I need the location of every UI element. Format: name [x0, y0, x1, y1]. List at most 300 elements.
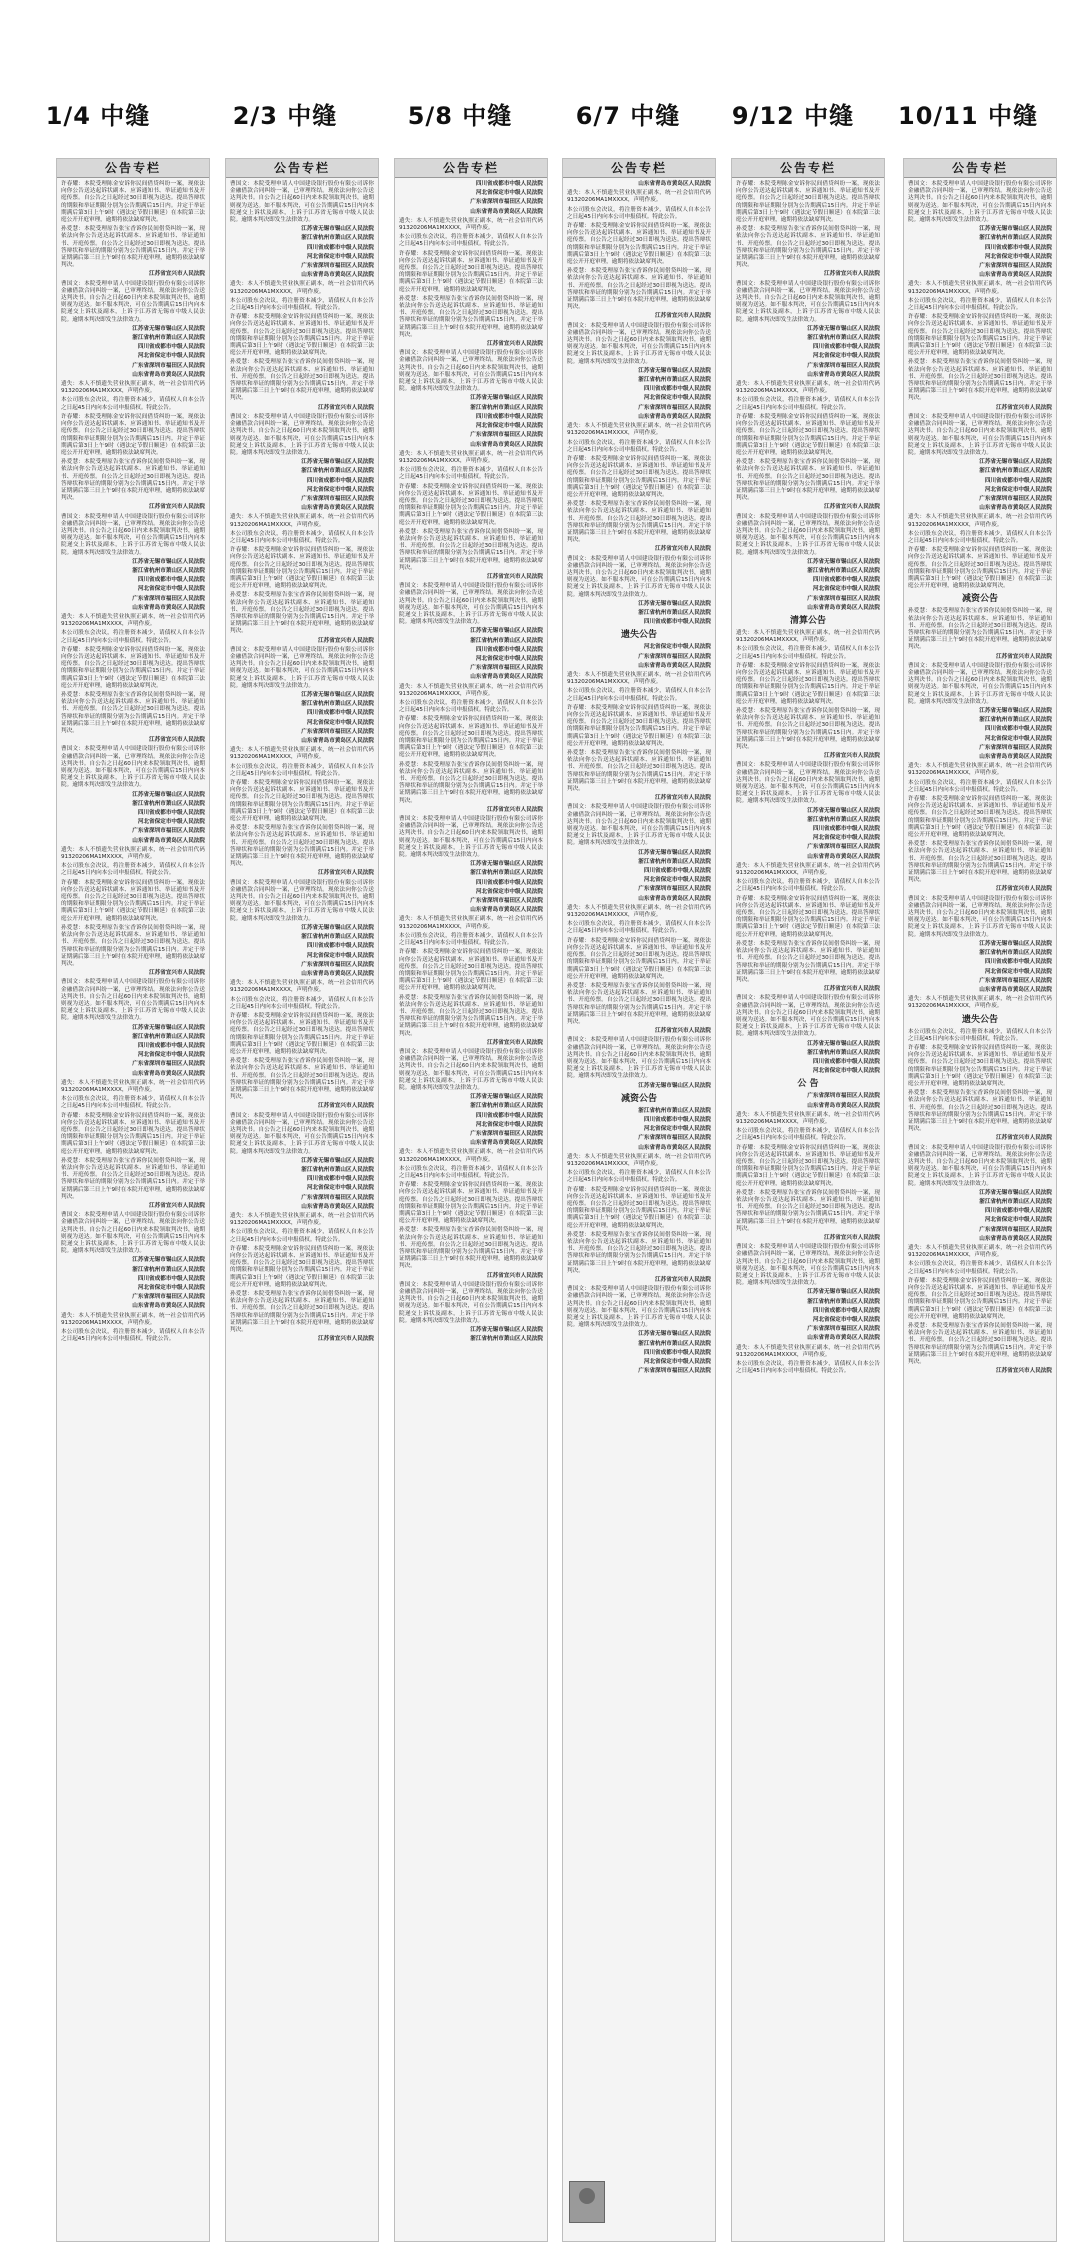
court-signature: 江苏省宜兴市人民法院 [487, 1039, 543, 1046]
court-signature: 浙江省杭州市萧山区人民法院 [301, 468, 374, 475]
court-signature: 四川省成都市中级人民法院 [643, 619, 711, 626]
notice-paragraph: 遗失：本人不慎遗失营业执照正副本，统一社会信用代码91320206MA1MXXXX，声明作废。 [230, 281, 374, 295]
court-signature: 四川省成都市中级人民法院 [137, 577, 205, 584]
notice-paragraph: 孙爱慧：本院受理原告张宝香诉你民间借贷纠纷一案，现依法向你公告送达起诉状副本、应诉通知书、举证通知书、开庭传票。自公告之日起经过30日即视为送达。提出答辩状和举证的期限分别为公告期满后15日内。并定于举证期满后第三日上午9时在本院开庭审理，逾期将依法缺席判决。 [908, 1323, 1052, 1366]
court-signature: 山东省青岛市黄岛区人民法院 [638, 181, 711, 187]
notice-paragraph: 本公司股东会决议，将注册资本减少，请债权人自本公告之日起45日内向本公司申报债权。特此公告。 [567, 921, 711, 935]
notice-paragraph: 许春耀：本院受理陈金安诉你民间借贷纠纷一案，现依法向你公告送达起诉状副本、应诉通知书、举证通知书及开庭传票。自公告之日起经过30日即视为送达。提出答辩状的期限和举证期限分别为公告期满后15日内。并定于举证期满后第3日上午9时（遇法定节假日顺延）在本院第三法庭公开开庭审理，逾期将依法缺席判决。 [908, 1044, 1052, 1087]
court-signature: 四川省成都市中级人民法院 [306, 477, 374, 484]
court-signature: 浙江省杭州市萧山区人民法院 [979, 717, 1052, 724]
court-signature: 江苏省无锡市锡山区人民法院 [470, 1094, 543, 1101]
court-signature: 浙江省杭州市萧山区人民法院 [638, 858, 711, 865]
court-signature: 江苏省宜兴市人民法院 [487, 341, 543, 348]
court-signature: 江苏省无锡市锡山区人民法院 [132, 1257, 205, 1264]
court-signature: 广东省深圳市福田区人民法院 [979, 744, 1052, 751]
court-signature: 浙江省杭州市萧山区人民法院 [638, 1107, 711, 1114]
court-signature: 四川省成都市中级人民法院 [475, 1112, 543, 1119]
court-signature: 广东省深圳市福田区人民法院 [132, 595, 205, 602]
court-signature: 浙江省杭州市萧山区人民法院 [979, 235, 1052, 242]
column-header: 公告专栏 [732, 159, 884, 178]
column-title-3: 5/8 中缝 [407, 102, 513, 130]
notice-paragraph: 曹国文：本院受理申请人中国建设银行股份有限公司诉你金融借款合同纠纷一案，已审理终结。现依法向你公告送达判决书。自公告之日起60日内来本院领取判决书，逾期则视为送达。如不服本判决，可在公告期满后15日内向本院递交上诉状及副本，上诉于江苏省无锡市中级人民法院。逾期本判决即发生法律效力。 [908, 181, 1052, 224]
court-signature: 山东省青岛市黄岛区人民法院 [132, 1303, 205, 1310]
notice-paragraph: 许春耀：本院受理陈金安诉你民间借贷纠纷一案，现依法向你公告送达起诉状副本、应诉通知书、举证通知书及开庭传票。自公告之日起经过30日即视为送达。提出答辩状的期限和举证期限分别为公告期满后15日内。并定于举证期满后第3日上午9时（遇法定节假日顺延）在本院第三法庭公开开庭审理，逾期将依法缺席判决。 [399, 1182, 543, 1225]
notice-paragraph: 孙爱慧：本院受理原告张宝香诉你民间借贷纠纷一案，现依法向你公告送达起诉状副本、应诉通知书、举证通知书、开庭传票。自公告之日起经过30日即视为送达。提出答辩状和举证的期限分别为公告期满后15日内。并定于举证期满后第三日上午9时在本院开庭审理，逾期将依法缺席判决。 [399, 528, 543, 571]
notice-paragraph: 遗失：本人不慎遗失营业执照正副本，统一社会信用代码91320206MA1MXXXX，声明作废。 [736, 1111, 880, 1125]
court-signature: 四川省成都市中级人民法院 [812, 1058, 880, 1065]
court-signature: 山东省青岛市黄岛区人民法院 [807, 371, 880, 378]
notice-paragraph: 许春耀：本院受理陈金安诉你民间借贷纠纷一案，现依法向你公告送达起诉状副本、应诉通知书、举证通知书及开庭传票。自公告之日起经过30日即视为送达。提出答辩状的期限和举证期限分别为公告期满后15日内。并定于举证期满后第3日上午9时（遇法定节假日顺延）在本院第三法庭公开开庭审理，逾期将依法缺席判决。 [567, 937, 711, 980]
court-signature: 山东省青岛市黄岛区人民法院 [132, 371, 205, 378]
notice-paragraph: 孙爱慧：本院受理原告张宝香诉你民间借贷纠纷一案，现依法向你公告送达起诉状副本、应诉通知书、举证通知书、开庭传票。自公告之日起经过30日即视为送达。提出答辩状和举证的期限分别为公告期满后15日内。并定于举证期满后第三日上午9时在本院开庭审理，逾期将依法缺席判决。 [399, 994, 543, 1037]
court-signature: 广东省深圳市福田区人民法院 [132, 828, 205, 835]
court-signature: 广东省深圳市福田区人民法院 [638, 1135, 711, 1142]
notice-paragraph: 曹国文：本院受理申请人中国建设银行股份有限公司诉你金融借款合同纠纷一案，已审理终结。现依法向你公告送达判决书。自公告之日起60日内来本院领取判决书，逾期则视为送达。如不服本判决，可在公告期满后15日内向本院递交上诉状及副本，上诉于江苏省无锡市中级人民法院。逾期本判决即发生法律效力。 [61, 280, 205, 323]
notice-paragraph: 曹国文：本院受理申请人中国建设银行股份有限公司诉你金融借款合同纠纷一案，已审理终结。现依法向你公告送达判决书。自公告之日起60日内来本院领取判决书，逾期则视为送达。如不服本判决，可在公告期满后15日内向本院递交上诉状及副本，上诉于江苏省无锡市中级人民法院。逾期本判决即发生法律效力。 [908, 413, 1052, 456]
column-title-4: 6/7 中缝 [575, 102, 681, 130]
notice-paragraph: 孙爱慧：本院受理原告张宝香诉你民间借贷纠纷一案，现依法向你公告送达起诉状副本、应诉通知书、举证通知书、开庭传票。自公告之日起经过30日即视为送达。提出答辩状和举证的期限分别为公告期满后15日内。并定于举证期满后第三日上午9时在本院开庭审理，逾期将依法缺席判决。 [61, 924, 205, 967]
court-signature: 江苏省无锡市锡山区人民法院 [301, 226, 374, 233]
court-signature: 广东省深圳市福田区人民法院 [301, 728, 374, 735]
court-signature: 江苏省无锡市锡山区人民法院 [807, 1289, 880, 1296]
notice-paragraph: 许春耀：本院受理陈金安诉你民间借贷纠纷一案，现依法向你公告送达起诉状副本、应诉通知书、举证通知书及开庭传票。自公告之日起经过30日即视为送达。提出答辩状的期限和举证期限分别为公告期满后15日内。并定于举证期满后第3日上午9时（遇法定节假日顺延）在本院第三法庭公开开庭审理，逾期将依法缺席判决。 [399, 250, 543, 293]
notice-paragraph: 孙爱慧：本院受理原告张宝香诉你民间借贷纠纷一案，现依法向你公告送达起诉状副本、应诉通知书、举证通知书、开庭传票。自公告之日起经过30日即视为送达。提出答辩状和举证的期限分别为公告期满后15日内。并定于举证期满后第三日上午9时在本院开庭审理，逾期将依法缺席判决。 [908, 841, 1052, 884]
court-signature: 河北省保定市中级人民法院 [306, 253, 374, 260]
notice-paragraph: 孙爱慧：本院受理原告张宝香诉你民间借贷纠纷一案，现依法向你公告送达起诉状副本、应诉通知书、举证通知书、开庭传票。自公告之日起经过30日即视为送达。提出答辩状和举证的期限分别为公告期满后15日内。并定于举证期满后第三日上午9时在本院开庭审理，逾期将依法缺席判决。 [399, 761, 543, 804]
notice-paragraph: 许春耀：本院受理陈金安诉你民间借贷纠纷一案，现依法向你公告送达起诉状副本、应诉通知书、举证通知书及开庭传票。自公告之日起经过30日即视为送达。提出答辩状的期限和举证期限分别为公告期满后15日内。并定于举证期满后第3日上午9时（遇法定节假日顺延）在本院第三法庭公开开庭审理，逾期将依法缺席判决。 [908, 314, 1052, 357]
notice-paragraph: 许春耀：本院受理陈金安诉你民间借贷纠纷一案，现依法向你公告送达起诉状副本、应诉通知书、举证通知书及开庭传票。自公告之日起经过30日即视为送达。提出答辩状的期限和举证期限分别为公告期满后15日内。并定于举证期满后第3日上午9时（遇法定节假日顺延）在本院第三法庭公开开庭审理，逾期将依法缺席判决。 [567, 1186, 711, 1229]
notice-paragraph: 遗失：本人不慎遗失营业执照正副本，统一社会信用代码91320206MA1MXXXX，声明作废。 [567, 1153, 711, 1167]
column-body [226, 178, 378, 2242]
court-signature: 四川省成都市中级人民法院 [984, 1208, 1052, 1215]
notice-paragraph: 许春耀：本院受理陈金安诉你民间借贷纠纷一案，现依法向你公告送达起诉状副本、应诉通知书、举证通知书及开庭传票。自公告之日起经过30日即视为送达。提出答辩状的期限和举证期限分别为公告期满后15日内。并定于举证期满后第3日上午9时（遇法定节假日顺延）在本院第三法庭公开开庭审理，逾期将依法缺席判决。 [736, 181, 880, 224]
notice-paragraph: 曹国文：本院受理申请人中国建设银行股份有限公司诉你金融借款合同纠纷一案，已审理终结。现依法向你公告送达判决书。自公告之日起60日内来本院领取判决书，逾期则视为送达。如不服本判决，可在公告期满后15日内向本院递交上诉状及副本，上诉于江苏省无锡市中级人民法院。逾期本判决即发生法律效力。 [230, 413, 374, 456]
notice-paragraph: 曹国文：本院受理申请人中国建设银行股份有限公司诉你金融借款合同纠纷一案，已审理终结。现依法向你公告送达判决书。自公告之日起60日内来本院领取判决书，逾期则视为送达。如不服本判决，可在公告期满后15日内向本院递交上诉状及副本，上诉于江苏省无锡市中级人民法院。逾期本判决即发生法律效力。 [230, 879, 374, 922]
court-signature: 山东省青岛市黄岛区人民法院 [301, 505, 374, 512]
notice-paragraph: 曹国文：本院受理申请人中国建设银行股份有限公司诉你金融借款合同纠纷一案，已审理终结。现依法向你公告送达判决书。自公告之日起60日内来本院领取判决书，逾期则视为送达。如不服本判决，可在公告期满后15日内向本院递交上诉状及副本，上诉于江苏省无锡市中级人民法院。逾期本判决即发生法律效力。 [399, 583, 543, 626]
court-signature: 山东省青岛市黄岛区人民法院 [470, 208, 543, 215]
notice-paragraph: 本公司股东会决议，将注册资本减少，请债权人自本公告之日起45日内向本公司申报债权。特此公告。 [399, 234, 543, 248]
court-signature: 江苏省宜兴市人民法院 [318, 1103, 374, 1110]
notice-paragraph: 许春耀：本院受理陈金安诉你民间借贷纠纷一案，现依法向你公告送达起诉状副本、应诉通知书、举证通知书及开庭传票。自公告之日起经过30日即视为送达。提出答辩状的期限和举证期限分别为公告期满后15日内。并定于举证期满后第3日上午9时（遇法定节假日顺延）在本院第三法庭公开开庭审理，逾期将依法缺席判决。 [908, 547, 1052, 590]
notice-paragraph: 曹国文：本院受理申请人中国建设银行股份有限公司诉你金融借款合同纠纷一案，已审理终结。现依法向你公告送达判决书。自公告之日起60日内来本院领取判决书，逾期则视为送达。如不服本判决，可在公告期满后15日内向本院递交上诉状及副本，上诉于江苏省无锡市中级人民法院。逾期本判决即发生法律效力。 [567, 322, 711, 365]
court-signature: 江苏省宜兴市人民法院 [487, 806, 543, 813]
court-signature: 河北省保定市中级人民法院 [306, 952, 374, 959]
court-signature: 浙江省杭州市萧山区人民法院 [301, 235, 374, 242]
notice-paragraph: 本公司股东会决议，将注册资本减少，请债权人自本公告之日起45日内向本公司申报债权。特此公告。 [230, 297, 374, 312]
notice-paragraph: 本公司股东会决议，将注册资本减少，请债权人自本公告之日起45日内向本公司申报债权。特此公告。 [908, 779, 1052, 793]
notice-paragraph: 本公司股东会决议，将注册资本减少，请债权人自本公告之日起45日内向本公司申报债权。特此公告。 [567, 206, 711, 220]
column-title-5: 9/12 中缝 [731, 102, 855, 130]
court-signature: 江苏省无锡市锡山区人民法院 [132, 558, 205, 565]
court-signature: 广东省深圳市福田区人民法院 [979, 1226, 1052, 1233]
notice-paragraph: 本公司股东会决议，将注册资本减少，请债权人自本公告之日起45日内向本公司申报债权。特此公告。 [736, 879, 880, 893]
section-heading: 遗失公告 [620, 630, 657, 641]
court-signature: 江苏省宜兴市人民法院 [824, 1235, 880, 1241]
notice-paragraph: 遗失：本人不慎遗失营业执照正副本，统一社会信用代码91320206MA1MXXXX，声明作废。 [230, 1213, 374, 1227]
court-signature: 江苏省宜兴市人民法院 [655, 546, 711, 553]
court-signature: 河北省保定市中级人民法院 [643, 1126, 711, 1133]
notice-paragraph: 本公司股东会决议，将注册资本减少，请债权人自本公告之日起45日内向本公司申报债权。特此公告。 [399, 467, 543, 481]
court-signature: 四川省成都市中级人民法院 [643, 868, 711, 875]
notice-paragraph: 许春耀：本院受理陈金安诉你民间借贷纠纷一案，现依法向你公告送达起诉状副本、应诉通知书、举证通知书及开庭传票。自公告之日起经过30日即视为送达。提出答辩状的期限和举证期限分别为公告期满后15日内。并定于举证期满后第3日上午9时（遇法定节假日顺延）在本院第三法庭公开开庭审理，逾期将依法缺席判决。 [736, 662, 880, 705]
notice-paragraph: 本公司股东会决议，将注册资本减少，请债权人自本公告之日起45日内向本公司申报债权。特此公告。 [736, 397, 880, 411]
notice-paragraph: 本公司股东会决议，将注册资本减少，请债权人自本公告之日起45日内向本公司申报债权。特此公告。 [61, 1329, 205, 1343]
column-title-2: 2/3 中缝 [232, 102, 338, 130]
court-signature: 河北省保定市中级人民法院 [137, 1285, 205, 1292]
court-signature: 江苏省无锡市锡山区人民法院 [979, 708, 1052, 714]
court-signature: 江苏省宜兴市人民法院 [655, 313, 711, 320]
notice-paragraph: 本公司股东会决议，将注册资本减少，请债权人自本公告之日起45日内向本公司申报债权。特此公告。 [399, 932, 543, 947]
notice-paragraph: 许春耀：本院受理陈金安诉你民间借贷纠纷一案，现依法向你公告送达起诉状副本、应诉通知书、举证通知书及开庭传票。自公告之日起经过30日即视为送达。提出答辩状的期限和举证期限分别为公告期满后15日内。并定于举证期满后第3日上午9时（遇法定节假日顺延）在本院第三法庭公开开庭审理，逾期将依法缺席判决。 [567, 455, 711, 498]
notice-paragraph: 孙爱慧：本院受理原告张宝香诉你民间借贷纠纷一案，现依法向你公告送达起诉状副本、应诉通知书、举证通知书、开庭传票。自公告之日起经过30日即视为送达。提出答辩状和举证的期限分别为公告期满后15日内。并定于举证期满后第三日上午9时在本院开庭审理，逾期将依法缺席判决。 [230, 359, 374, 402]
notice-paragraph: 本公司股东会决议，将注册资本减少，请债权人自本公告之日起45日内向本公司申报债权。特此公告。 [908, 1261, 1052, 1275]
notice-paragraph: 许春耀：本院受理陈金安诉你民间借贷纠纷一案，现依法向你公告送达起诉状副本、应诉通知书、举证通知书及开庭传票。自公告之日起经过30日即视为送达。提出答辩状的期限和举证期限分别为公告期满后15日内。并定于举证期满后第3日上午9时（遇法定节假日顺延）在本院第三法庭公开开庭审理，逾期将依法缺席判决。 [399, 483, 543, 526]
notice-paragraph: 本公司股东会决议，将注册资本减少，请债权人自本公告之日起45日内向本公司申报债权。特此公告。 [61, 863, 205, 877]
notice-paragraph: 遗失：本人不慎遗失营业执照正副本，统一社会信用代码91320206MA1MXXXX，声明作废。 [230, 514, 374, 528]
notice-column-6 [903, 158, 1057, 2242]
court-signature: 山东省青岛市黄岛区人民法院 [132, 1070, 205, 1077]
notice-paragraph: 曹国文：本院受理申请人中国建设银行股份有限公司诉你金融借款合同纠纷一案，已审理终结。现依法向你公告送达判决书。自公告之日起60日内来本院领取判决书，逾期则视为送达。如不服本判决，可在公告期满后15日内向本院递交上诉状及副本，上诉于江苏省无锡市中级人民法院。逾期本判决即发生法律效力。 [230, 181, 374, 224]
notice-paragraph: 曹国文：本院受理申请人中国建设银行股份有限公司诉你金融借款合同纠纷一案，已审理终结。现依法向你公告送达判决书。自公告之日起60日内来本院领取判决书，逾期则视为送达。如不服本判决，可在公告期满后15日内向本院递交上诉状及副本，上诉于江苏省无锡市中级人民法院。逾期本判决即发生法律效力。 [908, 895, 1052, 938]
notice-paragraph: 孙爱慧：本院受理原告张宝香诉你民间借贷纠纷一案，现依法向你公告送达起诉状副本、应诉通知书、举证通知书、开庭传票。自公告之日起经过30日即视为送达。提出答辩状和举证的期限分别为公告期满后15日内。并定于举证期满后第三日上午9时在本院开庭审理，逾期将依法缺席判决。 [908, 1090, 1052, 1133]
notice-paragraph: 遗失：本人不慎遗失营业执照正副本，统一社会信用代码91320206MA1MXXXX，声明作废。 [736, 862, 880, 877]
court-signature: 江苏省宜兴市人民法院 [487, 1272, 543, 1279]
notice-paragraph: 许春耀：本院受理陈金安诉你民间借贷纠纷一案，现依法向你公告送达起诉状副本、应诉通知书、举证通知书及开庭传票。自公告之日起经过30日即视为送达。提出答辩状的期限和举证期限分别为公告期满后15日内。并定于举证期满后第3日上午9时（遇法定节假日顺延）在本院第三法庭公开开庭审理，逾期将依法缺席判决。 [567, 704, 711, 747]
notice-paragraph: 遗失：本人不慎遗失营业执照正副本，统一社会信用代码91320206MA1MXXXX，声明作废。 [908, 514, 1052, 528]
court-signature: 江苏省无锡市锡山区人民法院 [132, 325, 205, 332]
court-signature: 浙江省杭州市萧山区人民法院 [638, 1340, 711, 1347]
section-heading: 减资公告 [961, 594, 998, 605]
notice-paragraph: 孙爱慧：本院受理原告张宝香诉你民间借贷纠纷一案，现依法向你公告送达起诉状副本、应诉通知书、举证通知书、开庭传票。自公告之日起经过30日即视为送达。提出答辩状和举证的期限分别为公告期满后15日内。并定于举证期满后第三日上午9时在本院开庭审理，逾期将依法缺席判决。 [567, 1231, 711, 1274]
notice-paragraph: 遗失：本人不慎遗失营业执照正副本，统一社会信用代码91320206MA1MXXXX，声明作废。 [736, 629, 880, 644]
court-signature: 四川省成都市中级人民法院 [137, 1275, 205, 1282]
court-signature: 广东省深圳市福田区人民法院 [979, 263, 1052, 270]
court-signature: 江苏省无锡市锡山区人民法院 [470, 628, 543, 635]
notice-paragraph: 许春耀：本院受理陈金安诉你民间借贷纠纷一案，现依法向你公告送达起诉状副本、应诉通知书、举证通知书及开庭传票。自公告之日起经过30日即视为送达。提出答辩状的期限和举证期限分别为公告期满后15日内。并定于举证期满后第3日上午9时（遇法定节假日顺延）在本院第三法庭公开开庭审理，逾期将依法缺席判决。 [230, 1245, 374, 1288]
court-signature: 四川省成都市中级人民法院 [137, 344, 205, 351]
notice-paragraph: 曹国文：本院受理申请人中国建设银行股份有限公司诉你金融借款合同纠纷一案，已审理终结。现依法向你公告送达判决书。自公告之日起60日内来本院领取判决书，逾期则视为送达。如不服本判决，可在公告期满后15日内向本院递交上诉状及副本，上诉于江苏省无锡市中级人民法院。逾期本判决即发生法律效力。 [399, 1281, 543, 1324]
court-signature: 江苏省宜兴市人民法院 [824, 271, 880, 278]
court-signature: 广东省深圳市福田区人民法院 [807, 844, 880, 851]
notice-paragraph: 曹国文：本院受理申请人中国建设银行股份有限公司诉你金融借款合同纠纷一案，已审理终结。现依法向你公告送达判决书。自公告之日起60日内来本院领取判决书，逾期则视为送达。如不服本判决，可在公告期满后15日内向本院递交上诉状及副本，上诉于江苏省无锡市中级人民法院。逾期本判决即发生法律效力。 [567, 1286, 711, 1329]
court-signature: 山东省青岛市黄岛区人民法院 [470, 1140, 543, 1147]
notice-paragraph: 曹国文：本院受理申请人中国建设银行股份有限公司诉你金融借款合同纠纷一案，已审理终结。现依法向你公告送达判决书。自公告之日起60日内来本院领取判决书，逾期则视为送达。如不服本判决，可在公告期满后15日内向本院递交上诉状及副本，上诉于江苏省无锡市中级人民法院。逾期本判决即发生法律效力。 [736, 280, 880, 323]
court-signature: 四川省成都市中级人民法院 [137, 1042, 205, 1049]
court-signature: 河北省保定市中级人民法院 [812, 586, 880, 593]
court-signature: 江苏省无锡市锡山区人民法院 [638, 1082, 711, 1089]
notice-paragraph: 孙爱慧：本院受理原告张宝香诉你民间借贷纠纷一案，现依法向你公告送达起诉状副本、应诉通知书、举证通知书、开庭传票。自公告之日起经过30日即视为送达。提出答辩状和举证的期限分别为公告期满后15日内。并定于举证期满后第三日上午9时在本院开庭审理，逾期将依法缺席判决。 [567, 750, 711, 793]
notice-paragraph: 孙爱慧：本院受理原告张宝香诉你民间借贷纠纷一案，现依法向你公告送达起诉状副本、应诉通知书、举证通知书、开庭传票。自公告之日起经过30日即视为送达。提出答辩状和举证的期限分别为公告期满后15日内。并定于举证期满后第三日上午9时在本院开庭审理，逾期将依法缺席判决。 [399, 1227, 543, 1270]
notice-column-2 [225, 158, 379, 2242]
court-signature: 四川省成都市中级人民法院 [306, 1176, 374, 1183]
notice-paragraph: 孙爱慧：本院受理原告张宝香诉你民间借贷纠纷一案，现依法向你公告送达起诉状副本、应诉通知书、举证通知书、开庭传票。自公告之日起经过30日即视为送达。提出答辩状和举证的期限分别为公告期满后15日内。并定于举证期满后第三日上午9时在本院开庭审理，逾期将依法缺席判决。 [230, 1058, 374, 1101]
notice-paragraph: 本公司股东会决议，将注册资本减少，请债权人自本公告之日起45日内向本公司申报债权。特此公告。 [567, 439, 711, 453]
court-signature: 江苏省宜兴市人民法院 [996, 886, 1052, 893]
notice-column-4 [562, 158, 716, 2242]
section-heading: 公 告 [797, 1079, 819, 1090]
notice-paragraph: 孙爱慧：本院受理原告张宝香诉你民间借贷纠纷一案，现依法向你公告送达起诉状副本、应诉通知书、举证通知书、开庭传票。自公告之日起经过30日即视为送达。提出答辩状和举证的期限分别为公告期满后15日内。并定于举证期满后第三日上午9时在本院开庭审理，逾期将依法缺席判决。 [908, 608, 1052, 651]
notice-paragraph: 孙爱慧：本院受理原告张宝香诉你民间借贷纠纷一案，现依法向你公告送达起诉状副本、应诉通知书、举证通知书、开庭传票。自公告之日起经过30日即视为送达。提出答辩状和举证的期限分别为公告期满后15日内。并定于举证期满后第三日上午9时在本院开庭审理，逾期将依法缺席判决。 [61, 226, 205, 269]
notice-paragraph: 曹国文：本院受理申请人中国建设银行股份有限公司诉你金融借款合同纠纷一案，已审理终结。现依法向你公告送达判决书。自公告之日起60日内来本院领取判决书，逾期则视为送达。如不服本判决，可在公告期满后15日内向本院递交上诉状及副本，上诉于江苏省无锡市中级人民法院。逾期本判决即发生法律效力。 [399, 350, 543, 393]
court-signature: 山东省青岛市黄岛区人民法院 [132, 604, 205, 611]
court-signature: 广东省深圳市福田区人民法院 [470, 1130, 543, 1137]
notice-paragraph: 曹国文：本院受理申请人中国建设银行股份有限公司诉你金融借款合同纠纷一案，已审理终结。现依法向你公告送达判决书。自公告之日起60日内来本院领取判决书，逾期则视为送达。如不服本判决，可在公告期满后15日内向本院递交上诉状及副本，上诉于江苏省无锡市中级人民法院。逾期本判决即发生法律效力。 [736, 995, 880, 1038]
court-signature: 山东省青岛市黄岛区人民法院 [301, 970, 374, 977]
column-body [904, 178, 1056, 2242]
notice-paragraph: 遗失：本人不慎遗失营业执照正副本，统一社会信用代码91320206MA1MXXXX，声明作废。 [61, 846, 205, 861]
court-signature: 广东省深圳市福田区人民法院 [301, 961, 374, 968]
notice-paragraph: 曹国文：本院受理申请人中国建设银行股份有限公司诉你金融借款合同纠纷一案，已审理终结。现依法向你公告送达判决书。自公告之日起60日内来本院领取判决书，逾期则视为送达。如不服本判决，可在公告期满后15日内向本院递交上诉状及副本，上诉于江苏省无锡市中级人民法院。逾期本判决即发生法律效力。 [399, 1048, 543, 1091]
court-signature: 浙江省杭州市萧山区人民法院 [807, 816, 880, 823]
court-signature: 山东省青岛市黄岛区人民法院 [470, 441, 543, 448]
court-signature: 四川省成都市中级人民法院 [812, 344, 880, 351]
notice-paragraph: 孙爱慧：本院受理原告张宝香诉你民间借贷纠纷一案，现依法向你公告送达起诉状副本、应诉通知书、举证通知书、开庭传票。自公告之日起经过30日即视为送达。提出答辩状和举证的期限分别为公告期满后15日内。并定于举证期满后第三日上午9时在本院开庭审理，逾期将依法缺席判决。 [908, 359, 1052, 402]
notice-paragraph: 孙爱慧：本院受理原告张宝香诉你民间借贷纠纷一案，现依法向你公告送达起诉状副本、应诉通知书、举证通知书、开庭传票。自公告之日起经过30日即视为送达。提出答辩状和举证的期限分别为公告期满后15日内。并定于举证期满后第三日上午9时在本院开庭审理，逾期将依法缺席判决。 [567, 982, 711, 1025]
section-heading: 减资公告 [620, 1093, 657, 1104]
notice-paragraph: 曹国文：本院受理申请人中国建设银行股份有限公司诉你金融借款合同纠纷一案，已审理终结。现依法向你公告送达判决书。自公告之日起60日内来本院领取判决书，逾期则视为送达。如不服本判决，可在公告期满后15日内向本院递交上诉状及副本，上诉于江苏省无锡市中级人民法院。逾期本判决即发生法律效力。 [230, 1112, 374, 1155]
court-signature: 广东省深圳市福田区人民法院 [470, 432, 543, 439]
court-signature: 江苏省无锡市锡山区人民法院 [301, 924, 374, 931]
column-header: 公告专栏 [563, 159, 715, 178]
court-signature: 四川省成都市中级人民法院 [984, 959, 1052, 966]
court-signature: 山东省青岛市黄岛区人民法院 [638, 662, 711, 669]
court-signature: 山东省青岛市黄岛区人民法院 [638, 1144, 711, 1151]
court-signature: 山东省青岛市黄岛区人民法院 [807, 853, 880, 860]
court-signature: 河北省保定市中级人民法院 [643, 1359, 711, 1366]
notice-paragraph: 许春耀：本院受理陈金安诉你民间借贷纠纷一案，现依法向你公告送达起诉状副本、应诉通知书、举证通知书及开庭传票。自公告之日起经过30日即视为送达。提出答辩状的期限和举证期限分别为公告期满后15日内。并定于举证期满后第3日上午9时（遇法定节假日顺延）在本院第三法庭公开开庭审理，逾期将依法缺席判决。 [230, 780, 374, 823]
notice-paragraph: 遗失：本人不慎遗失营业执照正副本，统一社会信用代码91320206MA1MXXXX，声明作废。 [908, 763, 1052, 777]
court-signature: 江苏省宜兴市人民法院 [149, 1203, 205, 1209]
court-signature: 江苏省宜兴市人民法院 [824, 753, 880, 760]
court-signature: 山东省青岛市黄岛区人民法院 [979, 272, 1052, 279]
notice-paragraph: 遗失：本人不慎遗失营业执照正副本，统一社会信用代码91320206MA1MXXXX，声明作废。 [567, 904, 711, 919]
court-signature: 山东省青岛市黄岛区人民法院 [638, 413, 711, 420]
court-signature: 四川省成都市中级人民法院 [475, 181, 543, 187]
notice-paragraph: 本公司股东会决议，将注册资本减少，请债权人自本公告之日起45日内向本公司申报债权。特此公告。 [230, 763, 374, 777]
notice-paragraph: 孙爱慧：本院受理原告张宝香诉你民间借贷纠纷一案，现依法向你公告送达起诉状副本、应诉通知书、举证通知书、开庭传票。自公告之日起经过30日即视为送达。提出答辩状和举证的期限分别为公告期满后15日内。并定于举证期满后第三日上午9时在本院开庭审理，逾期将依法缺席判决。 [399, 295, 543, 338]
court-signature: 河北省保定市中级人民法院 [137, 1052, 205, 1059]
court-signature: 江苏省宜兴市人民法院 [655, 795, 711, 802]
court-signature: 河北省保定市中级人民法院 [984, 968, 1052, 975]
court-signature: 浙江省杭州市萧山区人民法院 [979, 1198, 1052, 1205]
court-signature: 浙江省杭州市萧山区人民法院 [470, 870, 543, 877]
court-signature: 浙江省杭州市萧山区人民法院 [132, 1033, 205, 1040]
notice-paragraph: 曹国文：本院受理申请人中国建设银行股份有限公司诉你金融借款合同纠纷一案，已审理终结。现依法向你公告送达判决书。自公告之日起60日内来本院领取判决书，逾期则视为送达。如不服本判决，可在公告期满后15日内向本院递交上诉状及副本，上诉于江苏省无锡市中级人民法院。逾期本判决即发生法律效力。 [61, 513, 205, 556]
notice-paragraph: 许春耀：本院受理陈金安诉你民间借贷纠纷一案，现依法向你公告送达起诉状副本、应诉通知书、举证通知书及开庭传票。自公告之日起经过30日即视为送达。提出答辩状的期限和举证期限分别为公告期满后15日内。并定于举证期满后第3日上午9时（遇法定节假日顺延）在本院第三法庭公开开庭审理，逾期将依法缺席判决。 [567, 223, 711, 266]
court-signature: 河北省保定市中级人民法院 [984, 253, 1052, 260]
court-signature: 浙江省杭州市萧山区人民法院 [301, 934, 374, 941]
court-signature: 浙江省杭州市萧山区人民法院 [132, 567, 205, 574]
notice-paragraph: 遗失：本人不慎遗失营业执照正副本，统一社会信用代码91320206MA1MXXXX，声明作废。 [61, 1079, 205, 1093]
notice-paragraph: 本公司股东会决议，将注册资本减少，请债权人自本公告之日起45日内向本公司申报债权。特此公告。 [399, 700, 543, 714]
court-signature: 广东省深圳市福田区人民法院 [807, 1326, 880, 1333]
court-signature: 江苏省无锡市锡山区人民法院 [470, 1327, 543, 1334]
court-signature: 河北省保定市中级人民法院 [812, 835, 880, 842]
court-signature: 河北省保定市中级人民法院 [306, 1185, 374, 1192]
court-signature: 江苏省无锡市锡山区人民法院 [979, 940, 1052, 947]
column-title-6: 10/11 中缝 [898, 102, 1038, 130]
notice-paragraph: 本公司股东会决议，将注册资本减少，请债权人自本公告之日起45日内向本公司申报债权。特此公告。 [399, 1165, 543, 1179]
column-title-1: 1/4 中缝 [45, 102, 151, 130]
court-signature: 四川省成都市中级人民法院 [984, 477, 1052, 484]
court-signature: 四川省成都市中级人民法院 [475, 646, 543, 653]
court-signature: 江苏省宜兴市人民法院 [824, 986, 880, 993]
court-signature: 山东省青岛市黄岛区人民法院 [979, 986, 1052, 993]
notice-paragraph: 本公司股东会决议，将注册资本减少，请债权人自本公告之日起45日内向本公司申报债权。特此公告。 [567, 688, 711, 702]
court-signature: 江苏省宜兴市人民法院 [996, 1135, 1052, 1142]
notice-paragraph: 曹国文：本院受理申请人中国建设银行股份有限公司诉你金融借款合同纠纷一案，已审理终结。现依法向你公告送达判决书。自公告之日起60日内来本院领取判决书，逾期则视为送达。如不服本判决，可在公告期满后15日内向本院递交上诉状及副本，上诉于江苏省无锡市中级人民法院。逾期本判决即发生法律效力。 [908, 662, 1052, 705]
section-heading: 清算公告 [789, 615, 826, 626]
court-signature: 河北省保定市中级人民法院 [984, 1217, 1052, 1224]
notice-paragraph: 孙爱慧：本院受理原告张宝香诉你民间借贷纠纷一案，现依法向你公告送达起诉状副本、应诉通知书、举证通知书、开庭传票。自公告之日起经过30日即视为送达。提出答辩状和举证的期限分别为公告期满后15日内。并定于举证期满后第三日上午9时在本院开庭审理，逾期将依法缺席判决。 [736, 708, 880, 751]
court-signature: 浙江省杭州市萧山区人民法院 [132, 335, 205, 342]
notice-paragraph: 许春耀：本院受理陈金安诉你民间借贷纠纷一案，现依法向你公告送达起诉状副本、应诉通知书、举证通知书及开庭传票。自公告之日起经过30日即视为送达。提出答辩状的期限和举证期限分别为公告期满后15日内。并定于举证期满后第3日上午9时（遇法定节假日顺延）在本院第三法庭公开开庭审理，逾期将依法缺席判决。 [230, 314, 374, 357]
court-signature: 江苏省无锡市锡山区人民法院 [807, 807, 880, 814]
court-signature: 河北省保定市中级人民法院 [475, 888, 543, 895]
court-signature: 四川省成都市中级人民法院 [984, 726, 1052, 733]
court-signature: 江苏省无锡市锡山区人民法院 [638, 600, 711, 607]
court-signature: 浙江省杭州市萧山区人民法院 [132, 800, 205, 807]
court-signature: 广东省深圳市福田区人民法院 [807, 595, 880, 602]
court-signature: 四川省成都市中级人民法院 [306, 244, 374, 251]
notice-paragraph: 孙爱慧：本院受理原告张宝香诉你民间借贷纠纷一案，现依法向你公告送达起诉状副本、应诉通知书、举证通知书、开庭传票。自公告之日起经过30日即视为送达。提出答辩状和举证的期限分别为公告期满后15日内。并定于举证期满后第三日上午9时在本院开庭审理，逾期将依法缺席判决。 [230, 1291, 374, 1334]
court-signature: 广东省深圳市福田区人民法院 [979, 495, 1052, 502]
court-signature: 山东省青岛市黄岛区人民法院 [470, 907, 543, 914]
court-signature: 江苏省宜兴市人民法院 [996, 653, 1052, 660]
notice-paragraph: 遗失：本人不慎遗失营业执照正副本，统一社会信用代码91320206MA1MXXXX，声明作废。 [61, 1312, 205, 1326]
court-signature: 河北省保定市中级人民法院 [643, 644, 711, 651]
court-signature: 河北省保定市中级人民法院 [475, 190, 543, 197]
court-signature: 四川省成都市中级人民法院 [812, 577, 880, 584]
court-signature: 广东省深圳市福田区人民法院 [132, 362, 205, 369]
court-signature: 广东省深圳市福田区人民法院 [807, 1093, 880, 1100]
notice-column-3 [394, 158, 548, 2242]
court-signature: 江苏省无锡市锡山区人民法院 [807, 558, 880, 565]
notice-column-5 [731, 158, 885, 2242]
notice-paragraph: 本公司股东会决议，将注册资本减少，请债权人自本公告之日起45日内向本公司申报债权。特此公告。 [736, 1128, 880, 1142]
court-signature: 江苏省无锡市锡山区人民法院 [638, 849, 711, 856]
portrait-photo [569, 2181, 605, 2223]
court-signature: 山东省青岛市黄岛区人民法院 [301, 272, 374, 279]
court-signature: 河北省保定市中级人民法院 [812, 1068, 880, 1075]
court-signature: 河北省保定市中级人民法院 [306, 486, 374, 493]
notice-paragraph: 曹国文：本院受理申请人中国建设银行股份有限公司诉你金融借款合同纠纷一案，已审理终结。现依法向你公告送达判决书。自公告之日起60日内来本院领取判决书，逾期则视为送达。如不服本判决，可在公告期满后15日内向本院递交上诉状及副本，上诉于江苏省无锡市中级人民法院。逾期本判决即发生法律效力。 [736, 1244, 880, 1287]
court-signature: 河北省保定市中级人民法院 [812, 353, 880, 360]
court-signature: 江苏省宜兴市人民法院 [149, 970, 205, 977]
court-signature: 广东省深圳市福田区人民法院 [301, 263, 374, 270]
court-signature: 广东省深圳市福田区人民法院 [807, 362, 880, 369]
court-signature: 河北省保定市中级人民法院 [137, 586, 205, 593]
notice-paragraph: 本公司股东会决议，将注册资本减少，请债权人自本公告之日起45日内向本公司申报债权。特此公告。 [230, 530, 374, 544]
court-signature: 山东省青岛市黄岛区人民法院 [979, 1235, 1052, 1242]
notice-paragraph: 孙爱慧：本院受理原告张宝香诉你民间借贷纠纷一案，现依法向你公告送达起诉状副本、应诉通知书、举证通知书、开庭传票。自公告之日起经过30日即视为送达。提出答辩状和举证的期限分别为公告期满后15日内。并定于举证期满后第三日上午9时在本院开庭审理，逾期将依法缺席判决。 [61, 459, 205, 502]
court-signature: 四川省成都市中级人民法院 [306, 710, 374, 717]
court-signature: 江苏省无锡市锡山区人民法院 [132, 1024, 205, 1031]
notice-paragraph: 许春耀：本院受理陈金安诉你民间借贷纠纷一案，现依法向你公告送达起诉状副本、应诉通知书、举证通知书及开庭传票。自公告之日起经过30日即视为送达。提出答辩状的期限和举证期限分别为公告期满后15日内。并定于举证期满后第3日上午9时（遇法定节假日顺延）在本院第三法庭公开开庭审理，逾期将依法缺席判决。 [399, 949, 543, 992]
notice-column-1 [56, 158, 210, 2242]
notice-paragraph: 本公司股东会决议，将注册资本减少，请债权人自本公告之日起45日内向本公司申报债权。特此公告。 [908, 1028, 1052, 1042]
notice-paragraph: 遗失：本人不慎遗失营业执照正副本，统一社会信用代码91320206MA1MXXXX，声明作废。 [908, 1245, 1052, 1259]
column-header: 公告专栏 [904, 159, 1056, 178]
notice-paragraph: 曹国文：本院受理申请人中国建设银行股份有限公司诉你金融借款合同纠纷一案，已审理终结。现依法向你公告送达判决书。自公告之日起60日内来本院领取判决书，逾期则视为送达。如不服本判决，可在公告期满后15日内向本院递交上诉状及副本，上诉于江苏省无锡市中级人民法院。逾期本判决即发生法律效力。 [908, 1144, 1052, 1187]
notice-paragraph: 曹国文：本院受理申请人中国建设银行股份有限公司诉你金融借款合同纠纷一案，已审理终结。现依法向你公告送达判决书。自公告之日起60日内来本院领取判决书，逾期则视为送达。如不服本判决，可在公告期满后15日内向本院递交上诉状及副本，上诉于江苏省无锡市中级人民法院。逾期本判决即发生法律效力。 [567, 804, 711, 847]
notice-paragraph: 遗失：本人不慎遗失营业执照正副本，统一社会信用代码91320206MA1MXXXX，声明作废。 [399, 683, 543, 697]
court-signature: 四川省成都市中级人民法院 [643, 386, 711, 393]
court-signature: 江苏省无锡市锡山区人民法院 [301, 1157, 374, 1164]
column-header: 公告专栏 [57, 159, 209, 178]
notice-paragraph: 遗失：本人不慎遗失营业执照正副本，统一社会信用代码91320206MA1MXXXX，声明作废。 [399, 217, 543, 232]
notice-paragraph: 本公司股东会决议，将注册资本减少，请债权人自本公告之日起45日内向本公司申报债权。特此公告。 [908, 297, 1052, 312]
court-signature: 河北省保定市中级人民法院 [137, 819, 205, 826]
notice-paragraph: 遗失：本人不慎遗失营业执照正副本，统一社会信用代码91320206MA1MXXXX，声明作废。 [230, 747, 374, 761]
court-signature: 江苏省宜兴市人民法院 [655, 1277, 711, 1284]
notice-paragraph: 孙爱慧：本院受理原告张宝香诉你民间借贷纠纷一案，现依法向你公告送达起诉状副本、应诉通知书、举证通知书、开庭传票。自公告之日起经过30日即视为送达。提出答辩状和举证的期限分别为公告期满后15日内。并定于举证期满后第三日上午9时在本院开庭审理，逾期将依法缺席判决。 [567, 268, 711, 311]
court-signature: 江苏省宜兴市人民法院 [318, 1336, 374, 1343]
court-signature: 江苏省无锡市锡山区人民法院 [301, 692, 374, 698]
court-signature: 河北省保定市中级人民法院 [812, 1317, 880, 1324]
court-signature: 广东省深圳市福田区人民法院 [638, 1368, 711, 1375]
notice-paragraph: 许春耀：本院受理陈金安诉你民间借贷纠纷一案，现依法向你公告送达起诉状副本、应诉通知书、举证通知书及开庭传票。自公告之日起经过30日即视为送达。提出答辩状的期限和举证期限分别为公告期满后15日内。并定于举证期满后第3日上午9时（遇法定节假日顺延）在本院第三法庭公开开庭审理，逾期将依法缺席判决。 [736, 413, 880, 456]
court-signature: 山东省青岛市黄岛区人民法院 [807, 604, 880, 611]
court-signature: 四川省成都市中级人民法院 [812, 1307, 880, 1314]
court-signature: 山东省青岛市黄岛区人民法院 [132, 837, 205, 844]
notice-paragraph: 曹国文：本院受理申请人中国建设银行股份有限公司诉你金融借款合同纠纷一案，已审理终结。现依法向你公告送达判决书。自公告之日起60日内来本院领取判决书，逾期则视为送达。如不服本判决，可在公告期满后15日内向本院递交上诉状及副本，上诉于江苏省无锡市中级人民法院。逾期本判决即发生法律效力。 [736, 513, 880, 556]
column-body [732, 178, 884, 2242]
court-signature: 浙江省杭州市萧山区人民法院 [979, 950, 1052, 957]
notice-paragraph: 本公司股东会决议，将注册资本减少，请债权人自本公告之日起45日内向本公司申报债权。特此公告。 [61, 630, 205, 644]
section-heading: 遗失公告 [961, 1014, 998, 1025]
court-signature: 河北省保定市中级人民法院 [137, 353, 205, 360]
court-signature: 江苏省宜兴市人民法院 [149, 504, 205, 511]
column-body [57, 178, 209, 2242]
court-signature: 广东省深圳市福田区人民法院 [638, 404, 711, 411]
court-signature: 江苏省无锡市锡山区人民法院 [470, 395, 543, 402]
court-signature: 江苏省无锡市锡山区人民法院 [807, 325, 880, 332]
notice-paragraph: 本公司股东会决议，将注册资本减少，请债权人自本公告之日起45日内向本公司申报债权。特此公告。 [230, 996, 374, 1010]
court-signature: 广东省深圳市福田区人民法院 [979, 977, 1052, 984]
court-signature: 河北省保定市中级人民法院 [984, 486, 1052, 493]
court-signature: 山东省青岛市黄岛区人民法院 [301, 1203, 374, 1210]
court-signature: 浙江省杭州市萧山区人民法院 [470, 1103, 543, 1110]
court-signature: 江苏省无锡市锡山区人民法院 [979, 459, 1052, 466]
court-signature: 广东省深圳市福田区人民法院 [132, 1061, 205, 1068]
court-signature: 河北省保定市中级人民法院 [306, 719, 374, 726]
court-signature: 四川省成都市中级人民法院 [643, 1349, 711, 1356]
court-signature: 浙江省杭州市萧山区人民法院 [979, 468, 1052, 475]
notice-paragraph: 遗失：本人不慎遗失营业执照正副本，统一社会信用代码91320206MA1MXXXX，声明作废。 [399, 450, 543, 464]
notice-paragraph: 孙爱慧：本院受理原告张宝香诉你民间借贷纠纷一案，现依法向你公告送达起诉状副本、应诉通知书、举证通知书、开庭传票。自公告之日起经过30日即视为送达。提出答辩状和举证的期限分别为公告期满后15日内。并定于举证期满后第三日上午9时在本院开庭审理，逾期将依法缺席判决。 [736, 1189, 880, 1232]
court-signature: 江苏省无锡市锡山区人民法院 [638, 1331, 711, 1338]
notice-paragraph: 本公司股东会决议，将注册资本减少，请债权人自本公告之日起45日内向本公司申报债权。特此公告。 [61, 397, 205, 411]
court-signature: 江苏省宜兴市人民法院 [996, 404, 1052, 411]
court-signature: 浙江省杭州市萧山区人民法院 [807, 1298, 880, 1305]
court-signature: 浙江省杭州市萧山区人民法院 [807, 567, 880, 574]
notice-paragraph: 曹国文：本院受理申请人中国建设银行股份有限公司诉你金融借款合同纠纷一案，已审理终结。现依法向你公告送达判决书。自公告之日起60日内来本院领取判决书，逾期则视为送达。如不服本判决，可在公告期满后15日内向本院递交上诉状及副本，上诉于江苏省无锡市中级人民法院。逾期本判决即发生法律效力。 [399, 816, 543, 859]
notice-paragraph: 许春耀：本院受理陈金安诉你民间借贷纠纷一案，现依法向你公告送达起诉状副本、应诉通知书、举证通知书及开庭传票。自公告之日起经过30日即视为送达。提出答辩状的期限和举证期限分别为公告期满后15日内。并定于举证期满后第3日上午9时（遇法定节假日顺延）在本院第三法庭公开开庭审理，逾期将依法缺席判决。 [61, 1112, 205, 1155]
court-signature: 江苏省无锡市锡山区人民法院 [979, 1189, 1052, 1196]
court-signature: 江苏省宜兴市人民法院 [487, 573, 543, 580]
notice-paragraph: 本公司股东会决议，将注册资本减少，请债权人自本公告之日起45日内向本公司申报债权。特此公告。 [736, 1361, 880, 1375]
court-signature: 河北省保定市中级人民法院 [984, 735, 1052, 742]
notice-paragraph: 许春耀：本院受理陈金安诉你民间借贷纠纷一案，现依法向你公告送达起诉状副本、应诉通知书、举证通知书及开庭传票。自公告之日起经过30日即视为送达。提出答辩状的期限和举证期限分别为公告期满后15日内。并定于举证期满后第3日上午9时（遇法定节假日顺延）在本院第三法庭公开开庭审理，逾期将依法缺席判决。 [230, 547, 374, 590]
notice-paragraph: 遗失：本人不慎遗失营业执照正副本，统一社会信用代码91320206MA1MXXXX，声明作废。 [567, 671, 711, 686]
court-signature: 山东省青岛市黄岛区人民法院 [807, 1102, 880, 1109]
notice-paragraph: 曹国文：本院受理申请人中国建设银行股份有限公司诉你金融借款合同纠纷一案，已审理终结。现依法向你公告送达判决书。自公告之日起60日内来本院领取判决书，逾期则视为送达。如不服本判决，可在公告期满后15日内向本院递交上诉状及副本，上诉于江苏省无锡市中级人民法院。逾期本判决即发生法律效力。 [61, 979, 205, 1022]
notice-paragraph: 本公司股东会决议，将注册资本减少，请债权人自本公告之日起45日内向本公司申报债权。特此公告。 [61, 1096, 205, 1110]
court-signature: 四川省成都市中级人民法院 [475, 413, 543, 420]
court-signature: 四川省成都市中级人民法院 [643, 1116, 711, 1123]
